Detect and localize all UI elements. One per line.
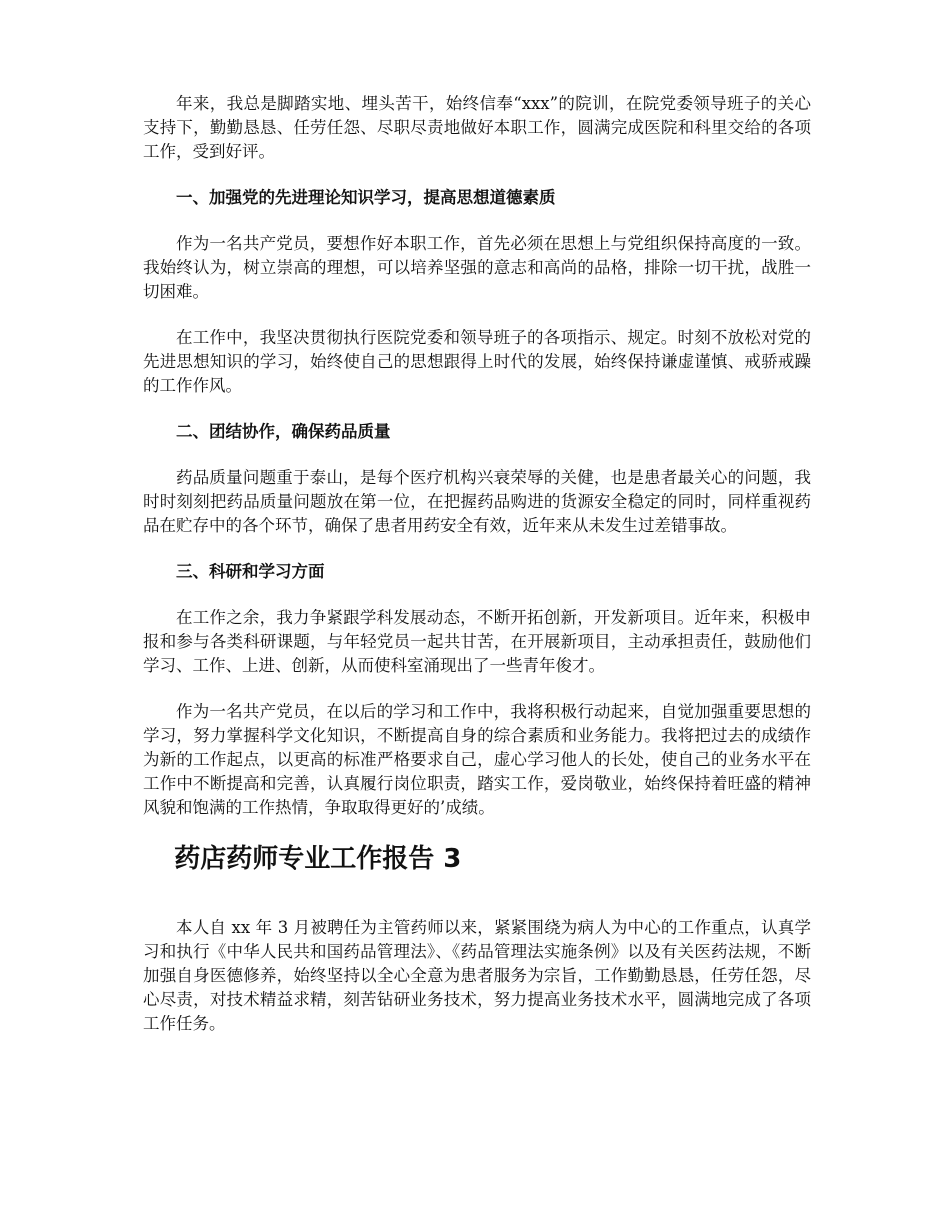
document-page xyxy=(143,92,811,1058)
intro-paragraph: 年来，我总是脚踏实地、埋头苦干，始终信奉“xxx”的院训，在院党委领导班子的关心支持下，勤勤恳恳、任劳任怨、尽职尽责地做好本职工作，圆满完成医院和科里交给的各项工作，受到好评。 xyxy=(143,94,811,161)
body-paragraph: 在工作中，我坚决贯彻执行医院党委和领导班子的各项指示、规定。时刻不放松对党的先进思想知识的学习，始终使自己的思想跟得上时代的发展，始终保持谦虚谨慎、戒骄戒躁的工作作风。 xyxy=(143,328,811,395)
section-heading-3: 三、科研和学习方面 xyxy=(176,562,325,581)
body-paragraph: 作为一名共产党员，要想作好本职工作，首先必须在思想上与党组织保持高度的一致。我始终认为，树立崇高的理想，可以培养坚强的意志和高尚的品格，排除一切干扰，战胜一切困难。 xyxy=(143,234,811,301)
body-paragraph: 作为一名共产党员，在以后的学习和工作中，我将积极行动起来，自觉加强重要思想的学习，努力掌握科学文化知识，不断提高自身的综合素质和业务能力。我将把过去的成绩作为新的工作起点，以更高的标准严格要求自己，虚心学习他人的长处，使自己的业务水平在工作中不断提高和完善，认真履行岗位职责，踏实工作，爱岗敬业，始终保持着旺盛的精神风貌和饱满的工作热情，争取取得更好的’成绩。 xyxy=(143,702,811,817)
body-paragraph: 在工作之余，我力争紧跟学科发展动态，不断开拓创新，开发新项目。近年来，积极申报和参与各类科研课题，与年轻党员一起共甘苦，在开展新项目，主动承担责任，鼓励他们学习、工作、上进、创新，从而使科室涌现出了一些青年俊才。 xyxy=(143,608,811,675)
section-heading-2: 二、团结协作，确保药品质量 xyxy=(176,422,391,441)
body-paragraph: 本人自 xx 年 3 月被聘任为主管药师以来，紧紧围绕为病人为中心的工作重点，认真学习和执行《中华人民共和国药品管理法》、《药品管理法实施条例》以及有关医药法规，不断加强自身医德修养，始终坚持以全心全意为患者服务为宗旨，工作勤勤恳恳，任劳任怨，尽心尽责，对技术精益求精，刻苦钻研业务技术，努力提高业务技术水平，圆满地完成了各项工作任务。 xyxy=(143,918,811,1033)
section-heading-1: 一、加强党的先进理论知识学习，提高思想道德素质 xyxy=(176,188,556,207)
report-title: 药店药师专业工作报告 3 xyxy=(174,844,462,874)
body-paragraph: 药品质量问题重于泰山，是每个医疗机构兴衰荣辱的关健，也是患者最关心的问题，我时时刻刻把药品质量问题放在第一位，在把握药品购进的货源安全稳定的同时，同样重视药品在贮存中的各个环节，确保了患者用药安全有效，近年来从未发生过差错事故。 xyxy=(143,468,811,535)
